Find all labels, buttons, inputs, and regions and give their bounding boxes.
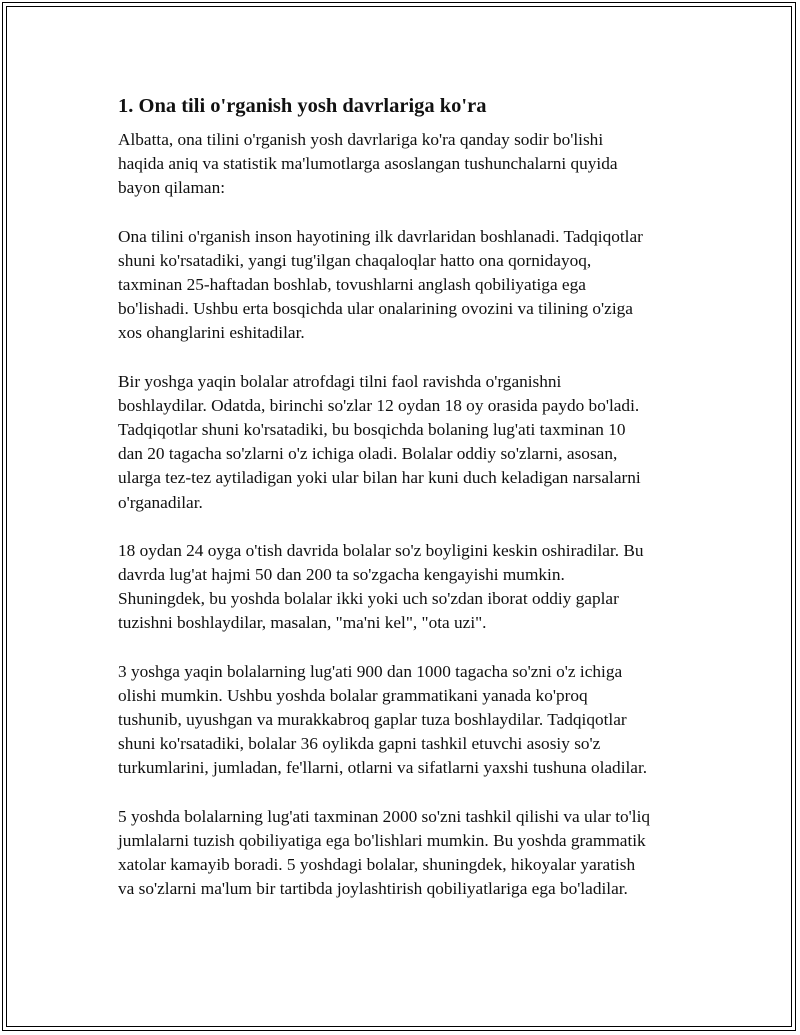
- text-line: tushunib, uyushgan va murakkabroq gaplar tuza boshlaydilar. Tadqiqotlar: [118, 710, 627, 730]
- text-line: va so'zlarni ma'lum bir tartibda joylashtirish qobiliyatlariga ega bo'ladilar.: [118, 879, 628, 899]
- text-line: turkumlarini, jumladan, fe'llarni, otlarni va sifatlarni yaxshi tushuna oladilar.: [118, 758, 648, 778]
- text-line: 3 yoshga yaqin bolalarning lug'ati 900 dan 1000 tagacha so'zni o'z ichiga: [118, 661, 623, 681]
- text-line: boshlaydilar. Odatda, birinchi so'zlar 12 oydan 18 oy orasida paydo bo'ladi.: [118, 395, 640, 415]
- text-line: xos ohanglarini eshitadilar.: [118, 323, 305, 343]
- document-body: [118, 92, 698, 925]
- paragraph-three-years: [118, 660, 698, 781]
- text-line: shuni ko'rsatadiki, bolalar 36 oylikda gapni tashkil etuvchi asosiy so'z: [118, 734, 601, 754]
- text-line: Tadqiqotlar shuni ko'rsatadiki, bu bosqichda bolaning lug'ati taxminan 10: [118, 420, 626, 440]
- text-line: Bir yoshga yaqin bolalar atrofdagi tilni faol ravishda o'rganishni: [118, 371, 562, 391]
- text-line: 5 yoshda bolalarning lug'ati taxminan 2000 so'zni tashkil qilishi va ular to'liq: [118, 806, 651, 826]
- paragraph-intro: [118, 128, 698, 201]
- text-line: dan 20 tagacha so'zlarni o'z ichiga oladi. Bolalar oddiy so'zlarni, asosan,: [118, 444, 618, 464]
- text-line: shuni ko'rsatadiki, yangi tug'ilgan chaqaloqlar hatto ona qornidayoq,: [118, 250, 592, 270]
- text-line: bo'lishadi. Ushbu erta bosqichda ular onalarining ovozini va tilining o'ziga: [118, 299, 633, 319]
- text-line: taxminan 25-haftadan boshlab, tovushlarni anglash qobiliyatiga ega: [118, 275, 586, 295]
- paragraph-five-years: [118, 805, 698, 902]
- text-line: Shuningdek, bu yoshda bolalar ikki yoki uch so'zdan iborat oddiy gaplar: [118, 589, 619, 609]
- text-line: olishi mumkin. Ushbu yoshda bolalar grammatikani yanada ko'proq: [118, 685, 588, 705]
- text-line: jumlalarni tuzish qobiliyatiga ega bo'lishlari mumkin. Bu yoshda grammatik: [118, 830, 646, 850]
- text-line: xatolar kamayib boradi. 5 yoshdagi bolalar, shuningdek, hikoyalar yaratish: [118, 855, 636, 875]
- paragraph-one-year: [118, 370, 698, 515]
- paragraph-prenatal: [118, 225, 698, 346]
- text-line: tuzishni boshlaydilar, masalan, "ma'ni kel", "ota uzi".: [118, 613, 487, 633]
- paragraph-18-24-months: [118, 539, 698, 636]
- text-line: davrda lug'at hajmi 50 dan 200 ta so'zgacha kengayishi mumkin.: [118, 565, 565, 585]
- text-line: Ona tilini o'rganish inson hayotining ilk davrlaridan boshlanadi. Tadqiqotlar: [118, 226, 643, 246]
- text-line: o'rganadilar.: [118, 492, 203, 512]
- section-heading: 1. Ona tili o'rganish yosh davrlariga ko'ra: [118, 95, 487, 117]
- text-line: Albatta, ona tilini o'rganish yosh davrlariga ko'ra qanday sodir bo'lishi: [118, 130, 604, 149]
- text-line: bayon qilaman:: [118, 178, 226, 198]
- text-line: ularga tez-tez aytiladigan yoki ular bilan har kuni duch keladigan narsalarni: [118, 468, 641, 488]
- text-line: 18 oydan 24 oyga o'tish davrida bolalar so'z boyligini keskin oshiradilar. Bu: [118, 540, 644, 560]
- text-line: haqida aniq va statistik ma'lumotlarga asoslangan tushunchalarni quyida: [118, 154, 618, 174]
